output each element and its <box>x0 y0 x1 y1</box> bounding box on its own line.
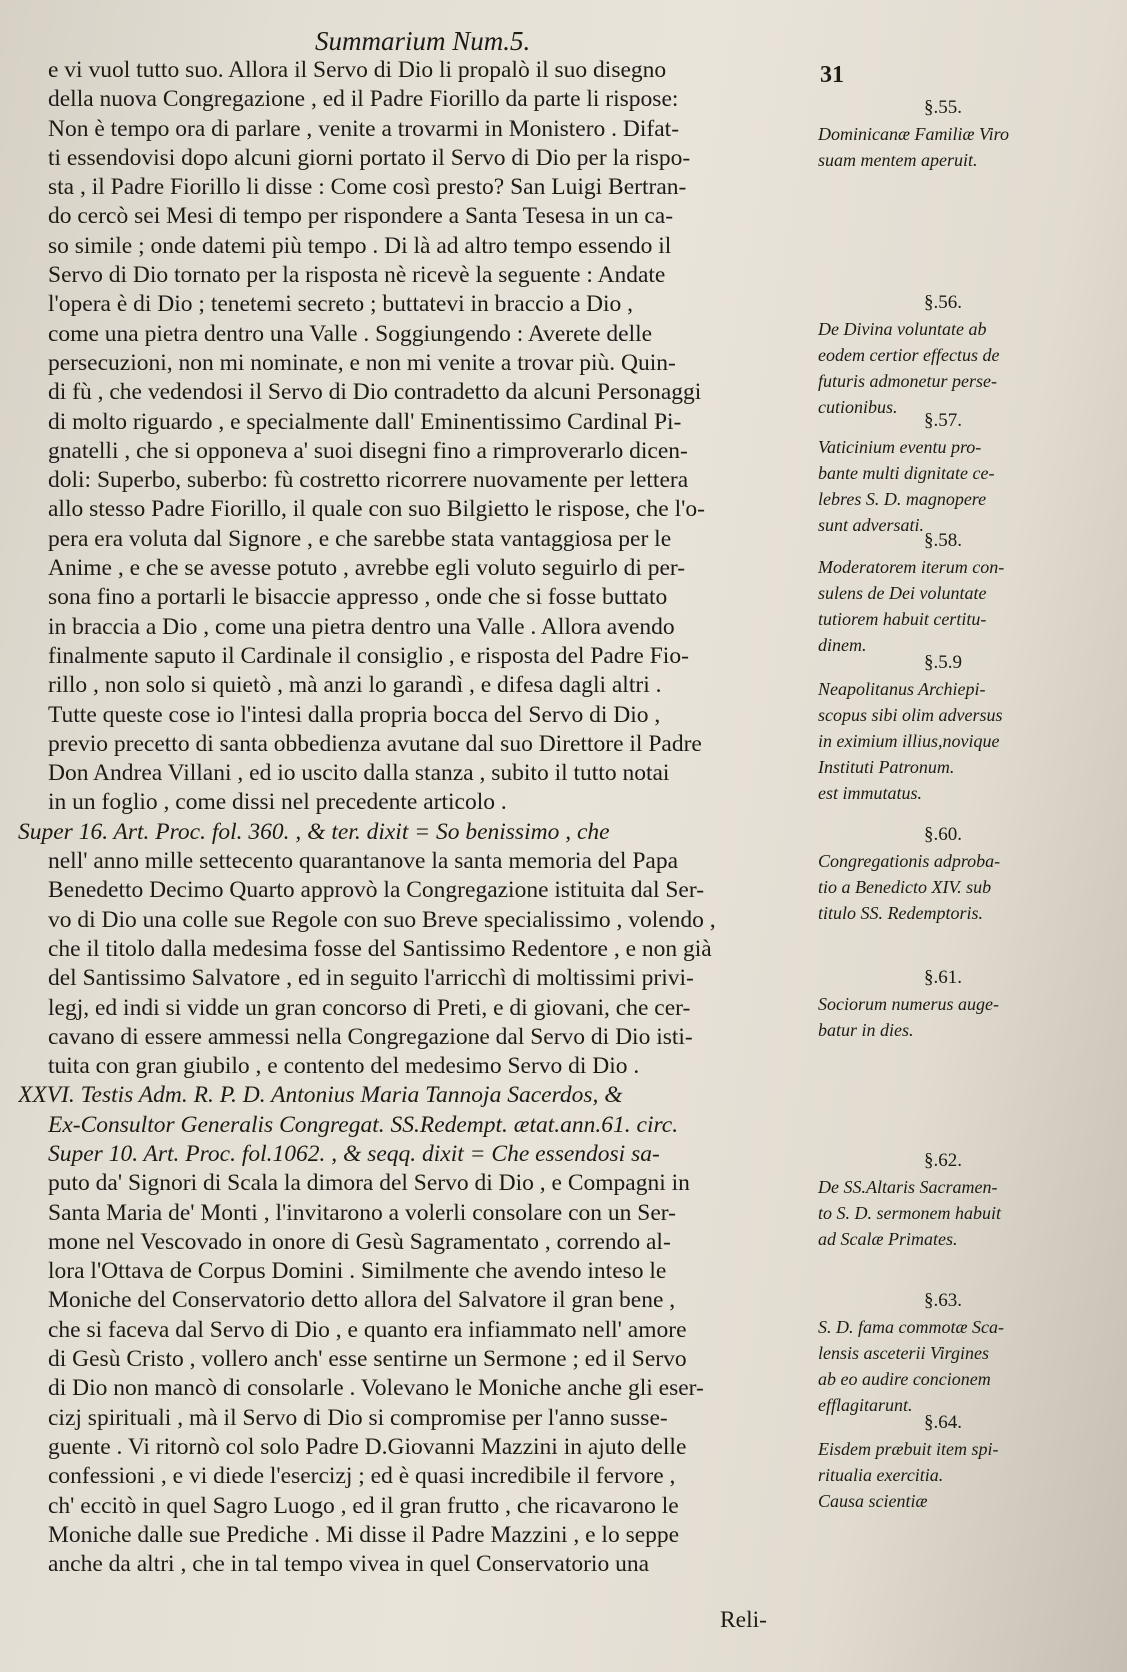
text-line: come una pietra dentro una Valle . Soggiungendo : Averete delle <box>48 320 653 347</box>
text-line: sona fino a portarli le bisaccie appresso , onde che si fosse buttato <box>48 584 668 611</box>
text-line: pera era voluta dal Signore , e che sarebbe stata vantaggiosa per le <box>48 525 672 552</box>
margin-note-line: Congregationis adproba- <box>818 851 1001 871</box>
text-line: Santa Maria de' Monti , l'invitarono a volerli consolare con un Ser- <box>48 1199 676 1226</box>
margin-note-line: in eximium illius,novique <box>818 731 1000 751</box>
text-line: della nuova Congregazione , ed il Padre Fiorillo da parte li rispose: <box>48 86 679 113</box>
text-line: nell' anno mille settecento quarantanove la santa memoria del Papa <box>48 848 679 875</box>
margin-note-line: De SS.Altaris Sacramen- <box>818 1177 998 1197</box>
margin-note-section-number: §.62. <box>924 1150 962 1171</box>
margin-note <box>818 1410 1118 1514</box>
margin-note-line: Sociorum numerus auge- <box>818 994 999 1014</box>
text-line: Super 16. Art. Proc. fol. 360. , & ter. dixit = So benissimo , che <box>18 818 610 845</box>
margin-note-line: est immutatus. <box>818 783 923 803</box>
margin-note <box>818 1148 1118 1252</box>
text-line: Moniche dalle sue Prediche . Mi disse il Padre Mazzini , e lo seppe <box>48 1521 680 1548</box>
margin-note-line: efflagitarunt. <box>818 1395 913 1415</box>
running-head: Summarium Num.5. <box>315 26 531 56</box>
text-line: doli: Superbo, suberbo: fù costretto ricorrere nuovamente per lettera <box>48 467 689 494</box>
text-line: in un foglio , come dissi nel precedente articolo . <box>48 789 507 816</box>
margin-note-line: ad Scalæ Primates. <box>818 1229 958 1249</box>
margin-note-line: Causa scientiæ <box>818 1491 928 1511</box>
margin-note-line: De Divina voluntate ab <box>818 319 987 339</box>
margin-note-line: tio a Benedicto XIV. sub <box>818 877 992 897</box>
margin-note-line: lebres S. D. magnopere <box>818 489 987 509</box>
main-text-column <box>18 56 863 1579</box>
margin-note-line: dinem. <box>818 635 867 655</box>
margin-note <box>818 1288 1118 1418</box>
text-line: finalmente saputo il Cardinale il consiglio , e risposta del Padre Fio- <box>48 642 689 669</box>
paragraph-super <box>18 818 863 1082</box>
text-line: cizj spirituali , mà il Servo di Dio si compromise per l'anno susse- <box>48 1404 668 1431</box>
text-line: allo stesso Padre Fiorillo, il quale con suo Bilgietto le rispose, che l'o- <box>48 496 705 523</box>
margin-note-section-number: §.63. <box>924 1290 962 1311</box>
catchword: Reli- <box>720 1607 767 1633</box>
margin-note-line: Neapolitanus Archiepi- <box>818 679 986 699</box>
text-line: l'opera è di Dio ; tenetemi secreto ; buttatevi in braccio a Dio , <box>48 291 633 318</box>
margin-note-line: bante multi dignitate ce- <box>818 463 995 483</box>
text-line: cavano di essere ammessi nella Congregazione dal Servo di Dio isti- <box>48 1023 693 1050</box>
margin-note <box>818 528 1118 658</box>
margin-note-line: Moderatorem iterum con- <box>818 557 1005 577</box>
text-line: lora l'Ottava de Corpus Domini . Similmente che avendo inteso le <box>48 1258 667 1285</box>
margin-note-line: futuris admonetur perse- <box>818 371 997 391</box>
margin-note <box>818 822 1118 926</box>
text-line: vo di Dio una colle sue Regole con suo Breve specialissimo , volendo , <box>48 906 716 933</box>
margin-note-line: Dominicanæ Familiæ Viro <box>818 124 1009 144</box>
margin-note-line: Eisdem præbuit item spi- <box>818 1439 999 1459</box>
text-line: tuita con gran giubilo , e contento del medesimo Servo di Dio . <box>48 1053 640 1080</box>
text-line: puto da' Signori di Scala la dimora del Servo di Dio , e Compagni in <box>48 1170 690 1197</box>
margin-note-line: tutiorem habuit certitu- <box>818 609 987 629</box>
margin-note <box>818 290 1118 420</box>
text-line: rillo , non solo si quietò , mà anzi lo garandì , e difesa dagli altri . <box>48 672 662 699</box>
text-line: persecuzioni, non mi nominate, e non mi venite a trovar più. Quin- <box>48 349 676 376</box>
margin-note-line: suam mentem aperuit. <box>818 150 978 170</box>
text-line: ti essendovisi dopo alcuni giorni portato il Servo di Dio per la rispo- <box>48 144 691 171</box>
margin-note-line: scopus sibi olim adversus <box>818 705 1003 725</box>
margin-note-line: lensis asceterii Virgines <box>818 1343 989 1363</box>
text-line: Ex-Consultor Generalis Congregat. SS.Redempt. ætat.ann.61. circ. <box>48 1111 679 1138</box>
text-line: Benedetto Decimo Quarto approvò la Congregazione istituita dal Ser- <box>48 877 705 904</box>
margin-note-line: ab eo audire concionem <box>818 1369 991 1389</box>
text-line: anche da altri , che in tal tempo vivea in quel Conservatorio una <box>48 1551 650 1578</box>
text-line: mone nel Vescovado in onore di Gesù Sagramentato , correndo al- <box>48 1228 671 1255</box>
margin-note-line: eodem certior effectus de <box>818 345 1000 365</box>
text-line: XXVI. Testis Adm. R. P. D. Antonius Maria Tannoja Sacerdos, & <box>18 1082 623 1109</box>
margin-note-section-number: §.64. <box>924 1412 962 1433</box>
text-line: Non è tempo ora di parlare , venite a trovarmi in Monistero . Difat- <box>48 115 680 142</box>
text-line: di molto riguardo , e specialmente dall' Eminentissimo Cardinal Pi- <box>48 408 682 435</box>
margin-note-line: to S. D. sermonem habuit <box>818 1203 1001 1223</box>
margin-note <box>818 965 1118 1043</box>
margin-note <box>818 408 1118 538</box>
text-line: Tutte queste cose io l'intesi dalla propria bocca del Servo di Dio , <box>48 701 661 728</box>
text-line: Moniche del Conservatorio detto allora del Salvatore il gran bene , <box>48 1287 676 1314</box>
text-line: ch' eccitò in quel Sagro Luogo , ed il gran frutto , che ricavarono le <box>48 1492 679 1519</box>
text-line: gnatelli , che si opponeva a' suoi disegni fino a rimproverarlo dicen- <box>48 437 688 464</box>
margin-note <box>818 95 1118 173</box>
text-line: e vi vuol tutto suo. Allora il Servo di Dio li propalò il suo disegno <box>48 57 667 83</box>
text-line: sta , il Padre Fiorillo li disse : Come così presto? San Luigi Bertran- <box>48 174 687 201</box>
text-line: di Dio non mancò di consolarle . Volevano le Moniche anche gli eser- <box>48 1375 704 1402</box>
text-line: Super 10. Art. Proc. fol.1062. , & seqq. dixit = Che essendosi sa- <box>48 1140 660 1167</box>
margin-note-line: titulo SS. Redemptoris. <box>818 903 983 923</box>
paragraph-normal <box>18 56 863 818</box>
text-line: Servo di Dio tornato per la risposta nè ricevè la seguente : Andate <box>48 262 666 289</box>
text-line: do cercò sei Mesi di tempo per rispondere a Santa Tesesa in un ca- <box>48 203 674 230</box>
margin-note-section-number: §.5.9 <box>924 652 962 673</box>
margin-note-line: Instituti Patronum. <box>818 757 955 777</box>
margin-note-line: sunt adversati. <box>818 515 924 535</box>
text-line: Don Andrea Villani , ed io uscito dalla stanza , subito il tutto notai <box>48 760 670 787</box>
margin-note-line: S. D. fama commotæ Sca- <box>818 1317 1004 1337</box>
text-line: Anime , e che se avesse potuto , avrebbe egli voluto seguirlo di per- <box>48 555 686 582</box>
margin-note-section-number: §.57. <box>924 410 962 431</box>
text-line: legj, ed indi si vidde un gran concorso di Preti, e di giovani, che cer- <box>48 994 691 1021</box>
text-line: confessioni , e vi diede l'esercizj ; ed è quasi incredibile il fervore , <box>48 1463 676 1490</box>
page-number: 31 <box>820 62 844 88</box>
margin-note-line: ritualia exercitia. <box>818 1465 944 1485</box>
text-line: di fù , che vedendosi il Servo di Dio contradetto da alcuni Personaggi <box>48 379 702 406</box>
margin-note-line: cutionibus. <box>818 397 898 417</box>
text-line: in braccia a Dio , come una pietra dentro una Valle . Allora avendo <box>48 613 675 640</box>
text-line: di Gesù Cristo , vollero anch' esse sentirne un Sermone ; ed il Servo <box>48 1346 687 1373</box>
margin-note-section-number: §.56. <box>924 292 962 313</box>
text-line: che il titolo dalla medesima fosse del Santissimo Redentore , e non già <box>48 935 712 962</box>
margin-note-section-number: §.58. <box>924 530 962 551</box>
paragraph-testis <box>18 1081 863 1579</box>
text-line: del Santissimo Salvatore , ed in seguito l'arricchì di moltissimi privi- <box>48 965 694 992</box>
text-line: previo precetto di santa obbedienza avutane dal suo Direttore il Padre <box>48 730 702 757</box>
text-line: so simile ; onde datemi più tempo . Di là ad altro tempo essendo il <box>48 232 672 259</box>
margin-note-section-number: §.55. <box>924 97 962 118</box>
text-line: che si faceva dal Servo di Dio , e quanto era infiammato nell' amore <box>48 1316 687 1343</box>
margin-note-line: batur in dies. <box>818 1020 914 1040</box>
margin-note-line: Vaticinium eventu pro- <box>818 437 982 457</box>
margin-note-section-number: §.60. <box>924 824 962 845</box>
margin-note-section-number: §.61. <box>924 967 962 988</box>
margin-note <box>818 650 1118 806</box>
text-line: guente . Vi ritornò col solo Padre D.Giovanni Mazzini in ajuto delle <box>48 1433 687 1460</box>
margin-note-line: sulens de Dei voluntate <box>818 583 987 603</box>
margin-notes-column <box>818 0 1118 1672</box>
